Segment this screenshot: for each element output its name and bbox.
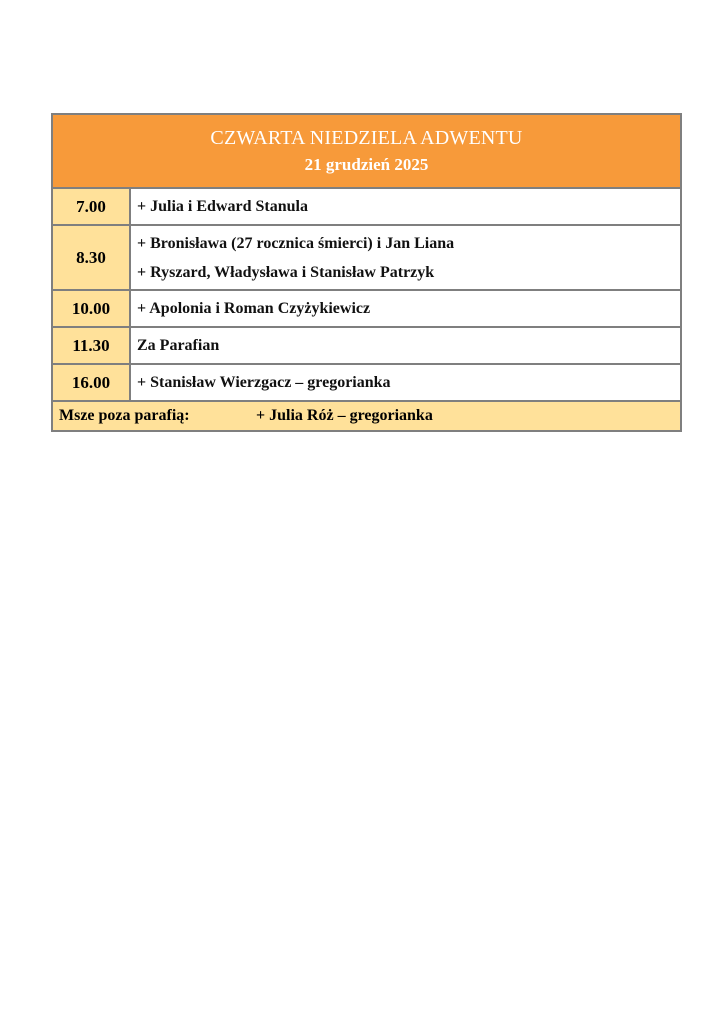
mass-intention: + Bronisława (27 rocznica śmierci) i Jan Liana <box>137 234 455 252</box>
mass-intentions <box>130 364 681 401</box>
mass-intentions <box>130 225 681 290</box>
mass-time: 7.00 <box>52 188 130 225</box>
footer-row <box>52 401 681 431</box>
header-cell <box>52 114 681 188</box>
mass-intention: + Stanisław Wierzgacz – gregorianka <box>137 374 391 391</box>
mass-intention: + Apolonia i Roman Czyżykiewicz <box>137 300 371 317</box>
mass-intention: Za Parafian <box>137 337 220 354</box>
header-row <box>52 114 681 188</box>
mass-intentions <box>130 290 681 327</box>
mass-intentions <box>130 188 681 225</box>
mass-intention: + Ryszard, Władysława i Stanisław Patrzyk <box>137 263 435 281</box>
mass-intentions <box>130 327 681 364</box>
mass-row <box>52 327 681 364</box>
mass-time: 16.00 <box>52 364 130 401</box>
mass-row <box>52 188 681 225</box>
outside-parish-intention: + Julia Róż – gregorianka <box>256 407 433 424</box>
mass-row <box>52 290 681 327</box>
mass-intention: + Julia i Edward Stanula <box>137 198 308 215</box>
mass-row <box>52 364 681 401</box>
schedule-title: CZWARTA NIEDZIELA ADWENTU <box>210 127 523 149</box>
footer-cell <box>52 401 681 431</box>
outside-parish-label: Msze poza parafią: <box>59 407 190 424</box>
schedule-date: 21 grudzień 2025 <box>304 155 429 174</box>
mass-row <box>52 225 681 290</box>
mass-time: 11.30 <box>52 327 130 364</box>
mass-time: 10.00 <box>52 290 130 327</box>
mass-time: 8.30 <box>52 225 130 290</box>
schedule-table <box>51 113 682 432</box>
mass-schedule <box>51 113 682 432</box>
